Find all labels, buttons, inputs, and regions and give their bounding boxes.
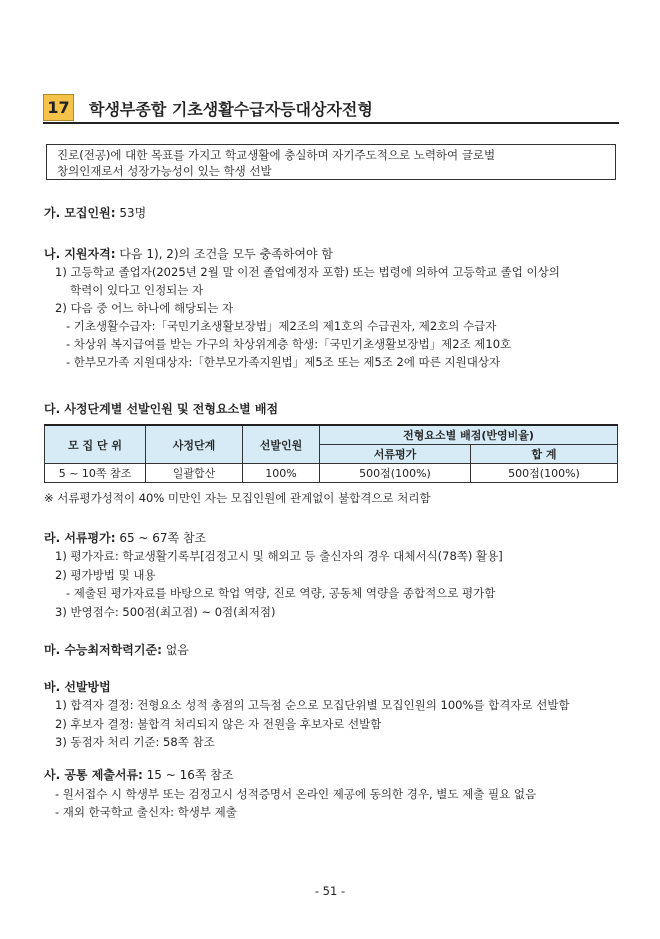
qualification-item: 학력이 있다고 인정되는 자 [70,283,204,297]
csat-label: 마. 수능최저학력기준: [44,643,162,657]
intro-line: 창의인재로서 성장가능성이 있는 학생 선발 [57,164,272,178]
recruit-section [44,205,146,221]
document-eval-item: 2) 평가방법 및 내용 [55,568,156,582]
recruit-label: 가. 모집인원: [44,206,116,220]
cell-stage: 일괄합산 [146,464,243,483]
section-title: 학생부종합 기초생활수급자등대상자전형 [89,100,373,119]
header-total: 합 계 [471,445,618,464]
header-stage: 사정단계 [146,425,243,464]
selection-item: 1) 합격자 결정: 전형요소 성적 총점의 고득점 순으로 모집단위별 모집인원의 100%를 합격자로 선발함 [55,698,570,712]
header-doc-eval: 서류평가 [320,445,471,464]
selection-item: 3) 동점자 처리 기준: 58쪽 참조 [55,735,215,749]
qualification-item: 2) 다음 중 어느 하나에 해당되는 자 [55,301,234,315]
common-docs-item: - 재외 한국학교 출신자: 학생부 제출 [55,805,237,819]
cell-doc-eval: 500점(100%) [320,464,471,483]
table-row [45,464,618,483]
document-eval-section [44,530,206,546]
allocation-section-title: 다. 사정단계별 선발인원 및 전형요소별 배점 [44,402,279,416]
document-eval-item: 3) 반영점수: 500점(최고점) ~ 0점(최저점) [55,605,276,619]
document-eval-item: 1) 평가자료: 학교생활기록부[검정고시 및 해외고 등 출신자의 경우 대체서식(78쪽) 활용] [55,549,503,563]
common-docs-value: 15 ~ 16쪽 참조 [142,768,234,782]
common-docs-label: 사. 공통 제출서류: [44,768,143,782]
document-eval-subitem: - 제출된 평가자료를 바탕으로 학업 역량, 진로 역량, 공동체 역량을 종합적으로 평가함 [66,586,496,600]
qualification-label: 나. 지원자격: [44,247,116,261]
recruit-value: 53명 [115,206,147,220]
header-score-group: 전형요소별 배점(반영비율) [320,425,618,445]
section-number-badge: 17 [43,94,74,121]
page-number: - 51 - [314,884,346,898]
intro-box [46,144,616,180]
header-count: 선발인원 [243,425,320,464]
qualification-section [44,246,333,262]
qualification-subitem: - 차상위 복지급여를 받는 가구의 차상위계층 학생:「국민기초생활보장법」제2조 제10호 [66,337,512,351]
selection-section-title: 바. 선발방법 [44,680,111,694]
common-docs-section [44,767,234,783]
csat-value: 없음 [161,643,189,657]
document-eval-value: 65 ~ 67쪽 참조 [115,531,207,545]
allocation-note: ※ 서류평가성적이 40% 미만인 자는 모집인원에 관계없이 불합격으로 처리함 [44,491,431,505]
document-eval-label: 라. 서류평가: [44,531,116,545]
qualification-value: 다음 1), 2)의 조건을 모두 충족하여야 함 [115,247,333,261]
cell-total: 500점(100%) [471,464,618,483]
header-unit: 모 집 단 위 [45,425,146,464]
csat-section [44,642,189,658]
qualification-item: 1) 고등학교 졸업자(2025년 2월 말 이전 졸업예정자 포함) 또는 법령에 의하여 고등학교 졸업 이상의 [55,265,560,279]
intro-line: 진로(전공)에 대한 목표를 가지고 학교생활에 충실하며 자기주도적으로 노력하여 글로벌 [57,148,496,162]
selection-item: 2) 후보자 결정: 불합격 처리되지 않은 자 전원을 후보자로 선발함 [55,717,382,731]
allocation-table [44,424,618,483]
qualification-subitem: - 한부모가족 지원대상자:「한부모가족지원법」제5조 또는 제5조 2에 따른 지원대상자 [66,355,501,369]
cell-unit: 5 ~ 10쪽 참조 [45,464,146,483]
cell-count: 100% [243,464,320,483]
qualification-subitem: - 기초생활수급자:「국민기초생활보장법」제2조의 제1호의 수급권자, 제2호의 수급자 [66,319,497,333]
section-title-row [43,94,619,124]
common-docs-item: - 원서접수 시 학생부 또는 검정고시 성적증명서 온라인 제공에 동의한 경우, 별도 제출 필요 없음 [55,787,537,801]
